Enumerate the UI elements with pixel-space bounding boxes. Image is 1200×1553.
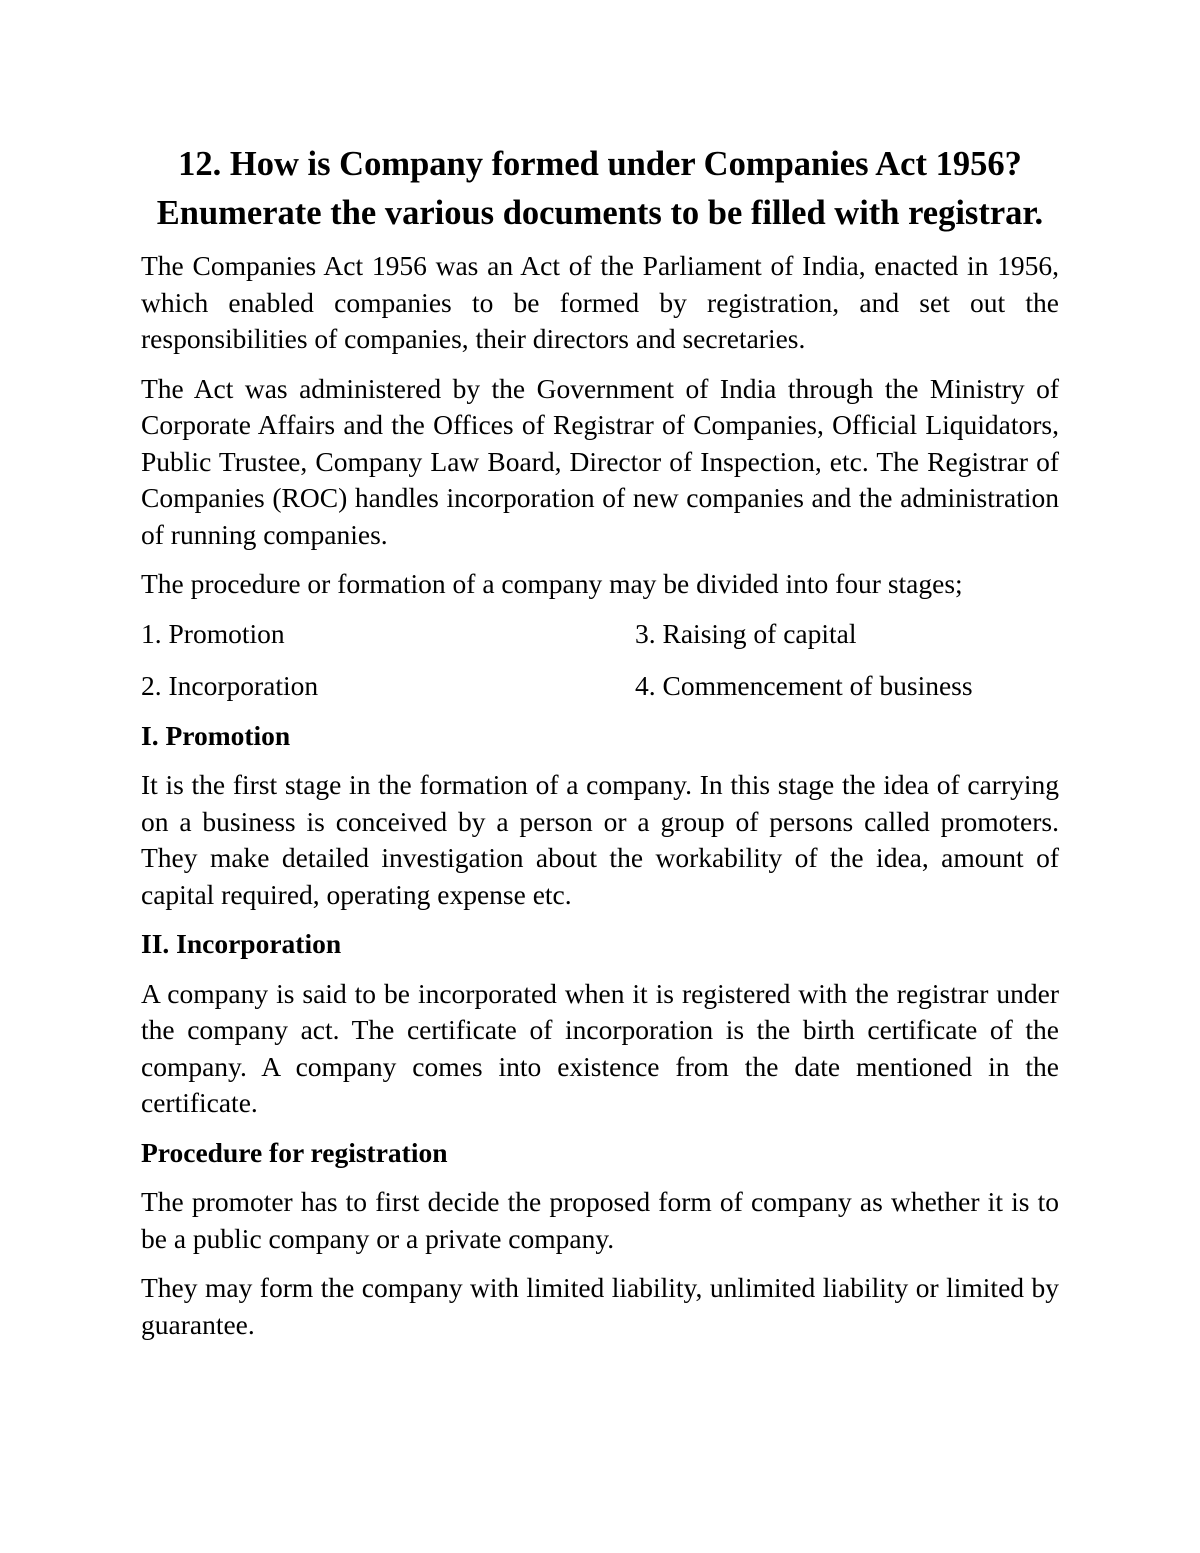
registration-paragraph-2: They may form the company with limited liability, unlimited liability or limited by guarantee. [141,1272,1059,1340]
stage-item: 2. Incorporation [141,670,319,701]
document-page [141,140,1059,1343]
promotion-paragraph: It is the first stage in the formation of a company. In this stage the idea of carrying on a business is conceived by a person or a group of persons called promoters. They make detailed investigation about the workability of the idea, amount of capital required, operating expense etc. [141,769,1059,910]
title-line-1: 12. How is Company formed under Companies Act 1956? [178,145,1022,183]
title-line-2: Enumerate the various documents to be filled with registrar. [156,194,1044,232]
stage-item: 4. Commencement of business [635,670,973,701]
stages-intro-paragraph: The procedure or formation of a company may be divided into four stages; [141,568,963,599]
stages-list [141,616,1059,705]
registration-paragraph-1: The promoter has to first decide the proposed form of company as whether it is to be a public company or a private company. [141,1186,1059,1254]
document-title [141,140,1059,238]
intro-paragraph: The Companies Act 1956 was an Act of the Parliament of India, enacted in 1956, which enabled companies to be formed by registration, and set out the responsibilities of companies, their directors and secretaries. [141,250,1059,354]
incorporation-heading: II. Incorporation [141,928,342,959]
promotion-heading: I. Promotion [141,719,291,751]
stage-item: 3. Raising of capital [635,617,857,649]
stage-item: 1. Promotion [141,617,285,649]
registration-heading: Procedure for registration [141,1136,448,1168]
incorporation-paragraph: A company is said to be incorporated when it is registered with the registrar under the company act. The certificate of incorporation is the birth certificate of the company. A company comes into existence from the date mentioned in the certificate. [141,977,1059,1118]
administration-paragraph: The Act was administered by the Government of India through the Ministry of Corporate Affairs and the Offices of Registrar of Companies, Official Liquidators, Public Trustee, Company Law Board, Director of Inspection, etc. The Registrar of Companies (ROC) handles incorporation of new companies and the administration of running companies. [141,372,1059,550]
